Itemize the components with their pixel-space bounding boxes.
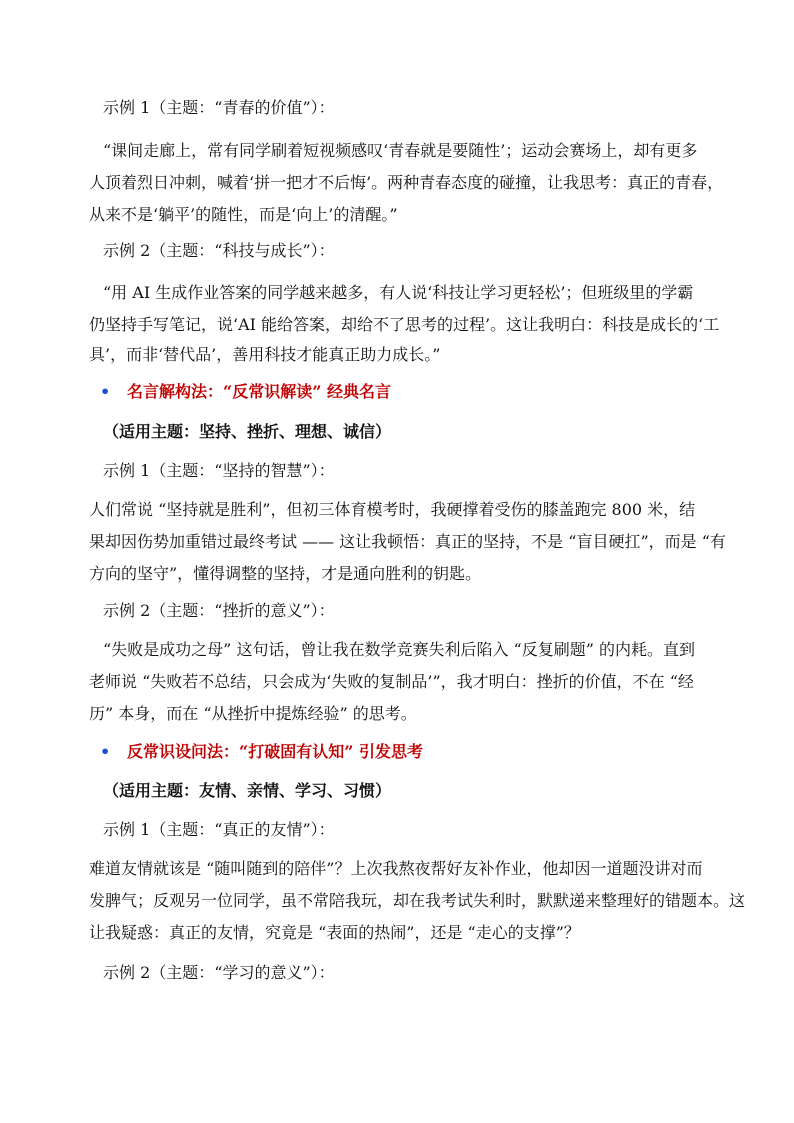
section-heading: 反常识设问法：“打破固有认知” 引发思考 (127, 742, 423, 761)
paragraph-line: 发脾气；反观另一位同学，虽不常陪我玩，却在我考试失利时，默默递来整理好的错题本。这 (89, 891, 746, 910)
bullet-icon: • (100, 742, 111, 761)
example-label: 示例 2（主题：“科技与成长”）： (103, 241, 335, 260)
example-label: 示例 1（主题：“真正的友情”）： (103, 820, 335, 839)
scope-note: （适用主题：坚持、挫折、理想、诚信） (103, 422, 392, 441)
paragraph-line: “课间走廊上，常有同学刷着短视频感叹‘青春就是要随性’；运动会赛场上，却有更多 (103, 141, 698, 160)
paragraph-line: 老师说 “失败若不总结，只会成为‘失败的复制品’”，我才明白：挫折的价值，不在 “经 (89, 672, 694, 691)
section-heading-row (100, 742, 423, 762)
section-heading: 名言解构法：“反常识解读” 经典名言 (127, 382, 391, 401)
paragraph-line: 方向的坚守”，懂得调整的坚持，才是通向胜利的钥匙。 (89, 564, 482, 583)
section-heading-row (100, 382, 391, 402)
scope-note: （适用主题：友情、亲情、学习、习惯） (103, 781, 392, 800)
example-label: 示例 2（主题：“挫折的意义”）： (103, 601, 335, 620)
paragraph-line: 难道友情就该是 “随叫随到的陪伴”？上次我熬夜帮好友补作业，他却因一道题没讲对而 (89, 859, 703, 878)
example-label: 示例 2（主题：“学习的意义”）： (103, 963, 335, 982)
paragraph-line: “用 AI 生成作业答案的同学越来越多，有人说‘科技让学习更轻松’；但班级里的学霸 (103, 283, 694, 302)
paragraph-line: “失败是成功之母” 这句话，曾让我在数学竞赛失利后陷入 “反复刷题” 的内耗。直到 (103, 640, 695, 659)
bullet-icon: • (100, 382, 111, 401)
paragraph-line: 具’，而非‘替代品’，善用科技才能真正助力成长。” (89, 345, 441, 364)
paragraph-line: 历” 本身，而在 “从挫折中提炼经验” 的思考。 (89, 704, 417, 723)
paragraph-line: 让我疑惑：真正的友情，究竟是 “表面的热闹”，还是 “走心的支撑”？ (89, 923, 580, 942)
paragraph-line: 人们常说 “坚持就是胜利”，但初三体育模考时，我硬撑着受伤的膝盖跑完 800 米，结 (89, 500, 696, 519)
paragraph-line: 人顶着烈日冲刺，喊着‘拼一把才不后悔’。两种青春态度的碰撞，让我思考：真正的青春， (89, 173, 724, 192)
paragraph-line: 从来不是‘躺平’的随性，而是‘向上’的清醒。” (89, 205, 398, 224)
paragraph-line: 果却因伤势加重错过最终考试 —— 这让我顿悟：真正的坚持，不是 “盲目硬扛”，而是 “有 (89, 532, 726, 551)
paragraph-line: 仍坚持手写笔记，说‘AI 能给答案，却给不了思考的过程’。这让我明白：科技是成长的‘工 (89, 315, 720, 334)
example-label: 示例 1（主题：“青春的价值”）： (103, 98, 335, 117)
example-label: 示例 1（主题：“坚持的智慧”）： (103, 461, 335, 480)
